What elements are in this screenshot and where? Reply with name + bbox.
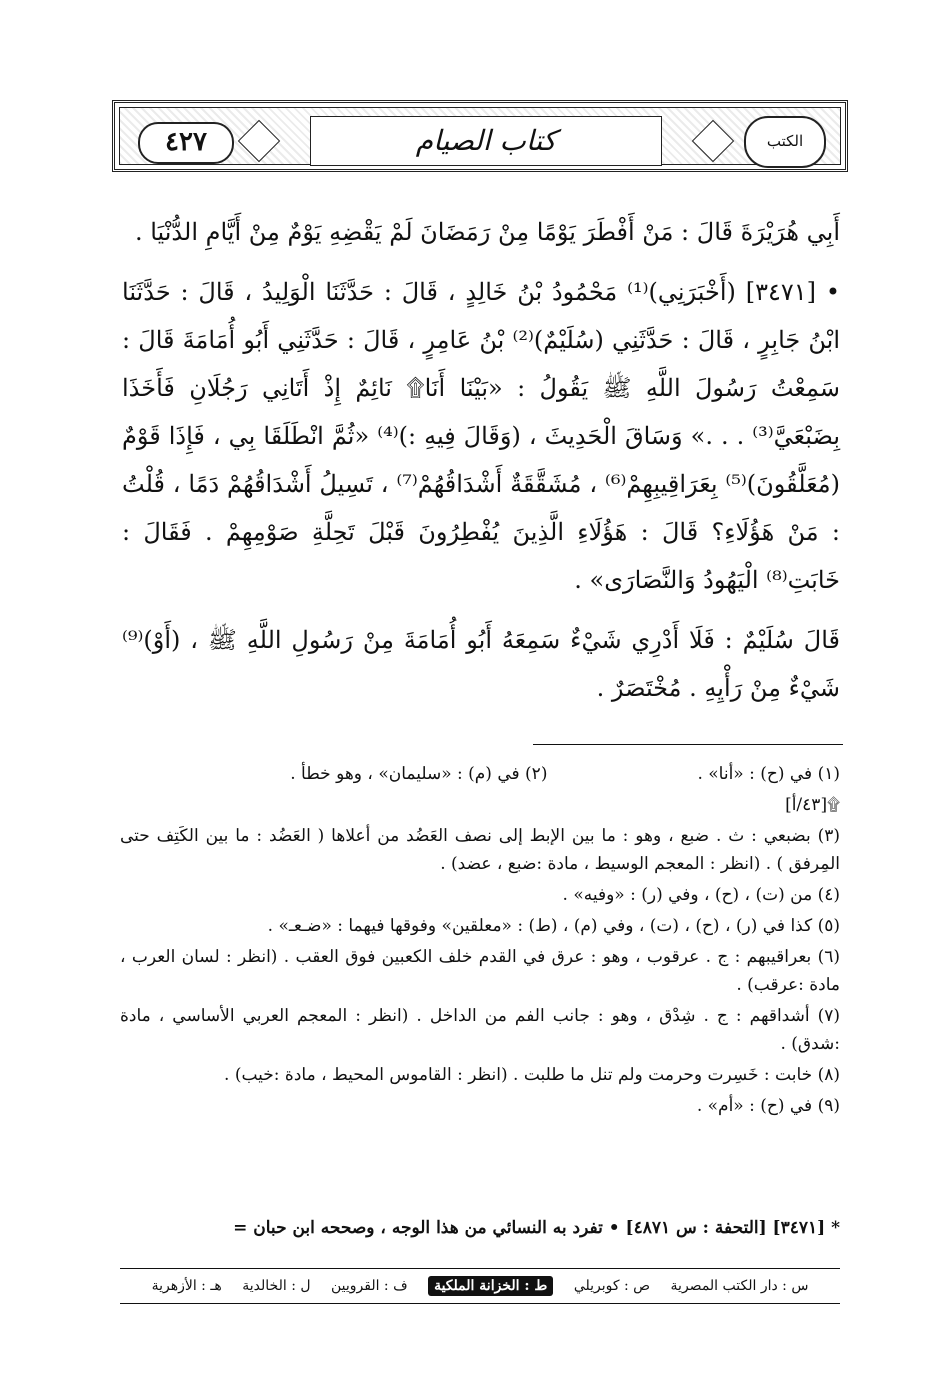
footnote-7: (٧) أشداقهم : ج . شِدْق ، وهو : جانب الفم من الداخل . (انظر : المعجم العربي الأساسي ، مادة :شدق) . (120, 1006, 840, 1054)
footnote-5: (٥) كذا في (ر) ، (ح) ، (ت) ، وفي (م) ، (ط) : «معلقين» وفوقها فيهما : «ضـعـ» . (267, 916, 840, 936)
publisher-seal: الكتب (744, 116, 826, 168)
takhrij-line: * [٣٤٧١] [التحفة : س ٤٨٧١] • تفرد به النسائي من هذا الوجه ، وصححه ابن حبان = (233, 1218, 840, 1238)
siglum-h: هـ : الأزهرية (151, 1278, 222, 1294)
siglum-t: ط : الخزانة الملكية (428, 1276, 553, 1296)
main-text (122, 208, 840, 712)
footnote-8: (٨) خابت : خَسِرت وحرمت ولم تنل ما طلبت . (انظر : القاموس المحيط ، مادة :خيب) . (224, 1065, 840, 1085)
hadith-3471: • [٣٤٧١] (أَخْبَرَنِي)⁽¹⁾ مَحْمُودُ بْنُ خَالِدٍ ، قَالَ : حَدَّثَنَا الْوَلِيدُ ، قَالَ : حَدَّثَنَا ابْنُ جَابِرٍ ، قَالَ : حَدَّثَنِي (سُلَيْمٌ)⁽²⁾ بْنُ عَامِرٍ ، قَالَ : حَدَّثَنِي أَبُو أُمَامَةَ قَالَ : سَمِعْتُ رَسُولَ اللَّهِ ﷺ يَقُولُ : «بَيْنَا أَنَا۩ نَائِمٌ إِذْ أَتَانِي رَجُلَانِ فَأَخَذَا بِضَبْعَيَّ⁽³⁾ . . .» وَسَاقَ الْحَدِيثَ ، (وَقَالَ فِيهِ :)⁽⁴⁾ «ثُمَّ انْطَلَقَا بِي ، فَإِذَا قَوْمٌ (مُعَلَّقُونَ)⁽⁵⁾ بِعَرَاقِيبِهِمْ⁽⁶⁾ ، مُشَقَّقَةٌ أَشْدَاقُهُمْ⁽⁷⁾ ، تَسِيلُ أَشْدَاقُهُمْ دَمًا ، قُلْتُ : مَنْ هَؤُلَاءِ؟ قَالَ : هَؤُلَاءِ الَّذِينَ يُفْطِرُونَ قَبْلَ تَحِلَّةِ صَوْمِهِمْ . فَقَالَ : خَابَتِ⁽⁸⁾ الْيَهُودُ وَالنَّصَارَى» . (122, 278, 841, 594)
footnote-6: (٦) بعراقيبهم : ج . عرقوب ، وهو : عرق في القدم خلف الكعبين فوق العقب . (انظر : لسان العرب ، مادة :عرقب) . (120, 947, 840, 995)
footnote-9: (٩) في (ح) : «أم» . (696, 1096, 840, 1116)
footnote-1: (١) في (ح) : «أنا» . (697, 764, 840, 784)
siglum-s: س : دار الكتب المصرية (670, 1278, 809, 1294)
flower-ornament-icon (238, 120, 280, 162)
siglum-s2: ص : كوبريلي (573, 1278, 651, 1294)
footnotes (120, 760, 840, 1123)
footnote-4: (٤) من (ت) ، (ح) ، وفي (ر) : «وفيه» . (562, 885, 840, 905)
footnote-2: (٢) في (م) : «سليمان» ، وهو خطأ . (290, 764, 548, 784)
siglum-f: ف : القرويين (330, 1278, 408, 1294)
footnote-3: (٣) بضبعي : ث . ضبع ، وهو : ما بين الإبط إلى نصف العَضُد من أعلاها ( العَضُد : ما بين الكَتِف حتى المِرفق ) . (انظر : المعجم الوسيط ، مادة :ضبع ، عضد) . (120, 826, 840, 874)
page-number: ٤٢٧ (138, 122, 234, 164)
siglum-l: ل : الخالدية (242, 1278, 311, 1294)
hadith-comment: قَالَ سُلَيْمٌ : فَلَا أَدْرِي شَيْءٌ سَمِعَهُ أَبُو أُمَامَةَ مِنْ رَسُولِ اللَّهِ ﷺ ، (أَوْ)⁽⁹⁾ شَيْءٌ مِنْ رَأْيِهِ . مُخْتَصَرٌ . (122, 626, 840, 702)
header-ornament-band (119, 107, 841, 165)
page-header (112, 100, 848, 172)
flower-ornament-icon (692, 120, 734, 162)
manuscript-sigla-bar (120, 1268, 840, 1304)
footnote-divider (533, 744, 843, 745)
book-title: كتاب الصيام (310, 116, 662, 166)
text-line-continuation: أَبِي هُرَيْرَةَ قَالَ : مَنْ أَفْطَرَ يَوْمًا مِنْ رَمَضَانَ لَمْ يَقْضِهِ يَوْمٌ مِنْ أَيَّامِ الدُّنْيَا . (134, 218, 840, 246)
folio-marker: ۩[٤٣/أ] (785, 795, 840, 815)
